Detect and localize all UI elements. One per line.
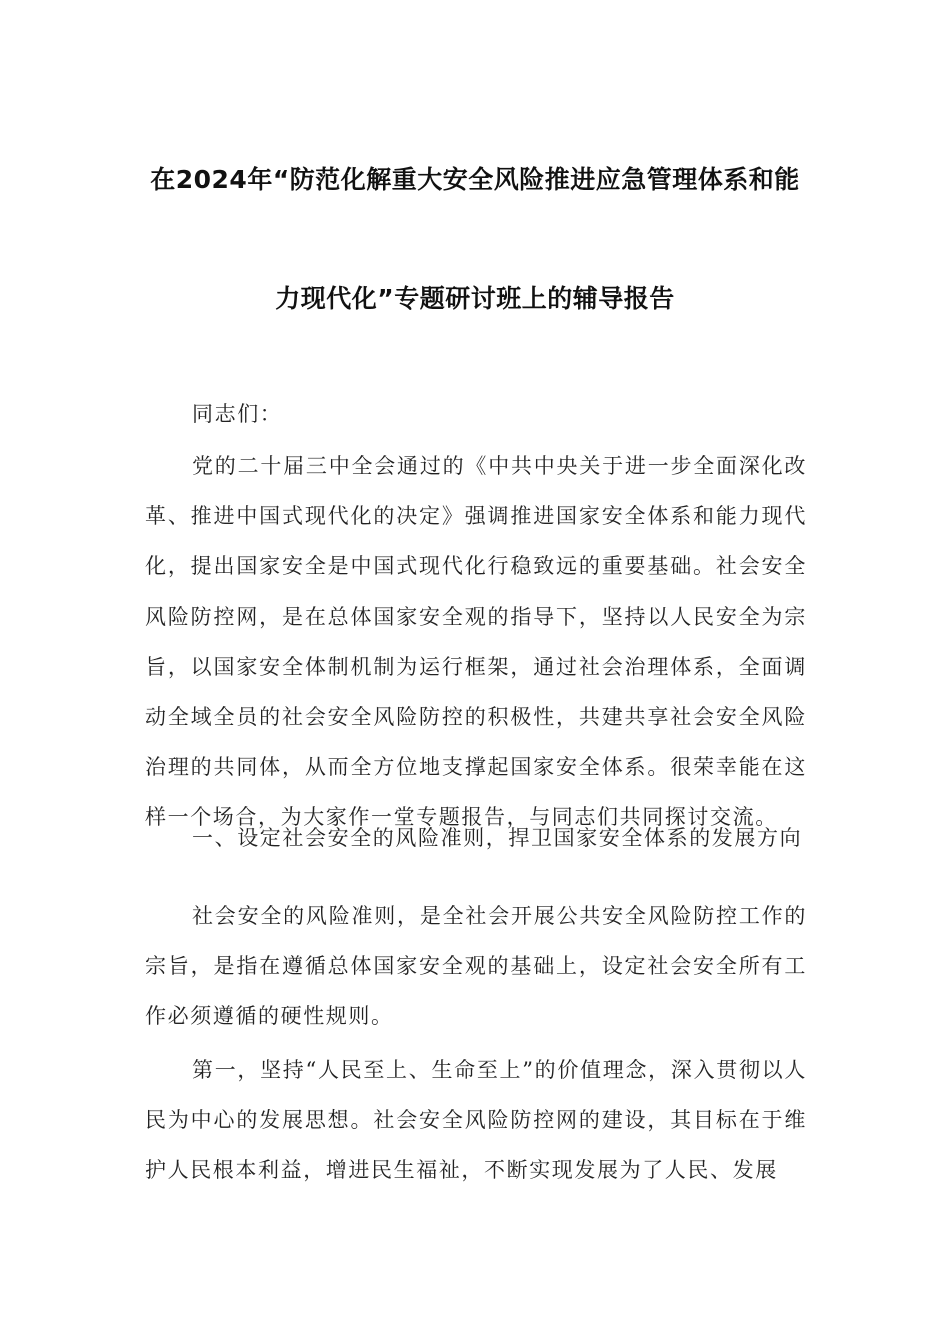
section-heading-1: 一、设定社会安全的风险准则，捍卫国家安全体系的发展方向 (192, 826, 803, 850)
intro-paragraph: 党的二十届三中全会通过的《中共中央关于进一步全面深化改革、推进中国式现代化的决定》强调推进国家安全体系和能力现代化，提出国家安全是中国式现代化行稳致远的重要基础。社会安全风险防控网，是在总体国家安全观的指导下，坚持以人民安全为宗旨，以国家安全体制机制为运行框架，通过社会治理体系，全面调动全域全员的社会安全风险防控的积极性，共建共享社会安全风险治理的共同体，从而全方位地支撑起国家安全体系。很荣幸能在这样一个场合，为大家作一堂专题报告，与同志们共同探讨交流。 (145, 454, 807, 830)
salutation: 同志们： (192, 402, 283, 426)
section-1-paragraph-2: 第一，坚持“人民至上、生命至上”的价值理念，深入贯彻以人民为中心的发展思想。社会安全风险防控网的建设，其目标在于维护人民根本利益，增进民生福祉，不断实现发展为了人民、发展 (145, 1058, 807, 1183)
document-title-line-1: 在2024年“防范化解重大安全风险推进应急管理体系和能 (150, 165, 800, 194)
document-title-line-2: 力现代化”专题研讨班上的辅导报告 (275, 284, 675, 313)
section-1-paragraph-1: 社会安全的风险准则，是全社会开展公共安全风险防控工作的宗旨，是指在遵循总体国家安全观的基础上，设定社会安全所有工作必须遵循的硬性规则。 (145, 904, 807, 1029)
